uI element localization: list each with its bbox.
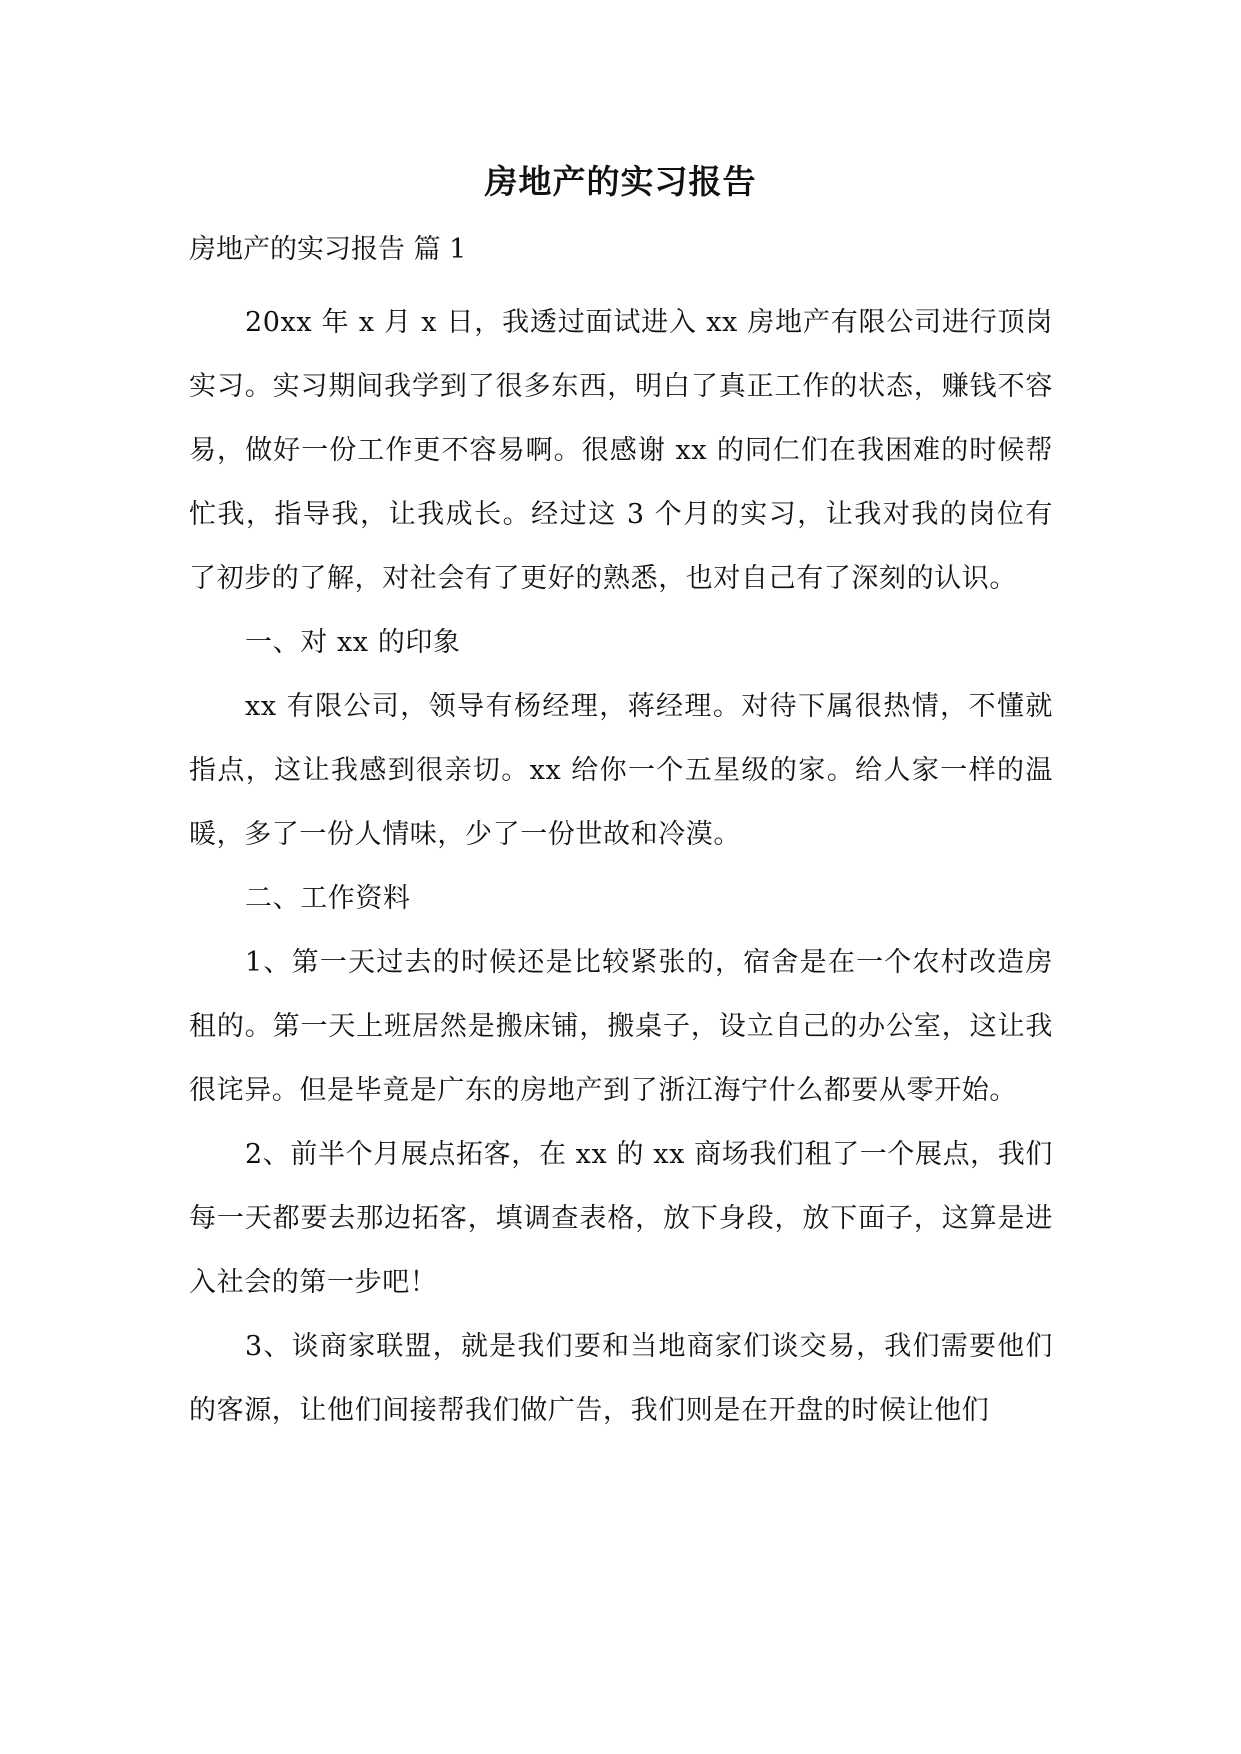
section-heading-impression: 一、对 xx 的印象 bbox=[245, 627, 461, 658]
document-title: 房地产的实习报告 bbox=[484, 162, 757, 201]
paragraph-work-1: 1、第一天过去的时候还是比较紧张的，宿舍是在一个农村改造房租的。第一天上班居然是搬床铺，搬桌子，设立自己的办公室，这让我很诧异。但是毕竟是广东的房地产到了浙江海宁什么都要从零开始。 bbox=[189, 947, 1053, 1106]
section-heading-work: 二、工作资料 bbox=[245, 883, 411, 914]
paragraph-impression: xx 有限公司，领导有杨经理，蒋经理。对待下属很热情，不懂就指点，这让我感到很亲切。xx 给你一个五星级的家。给人家一样的温暖，多了一份人情味，少了一份世故和冷漠。 bbox=[189, 691, 1053, 850]
document-subtitle: 房地产的实习报告 篇 1 bbox=[189, 234, 467, 265]
document-body bbox=[189, 291, 1053, 1443]
paragraph-work-3: 3、谈商家联盟，就是我们要和当地商家们谈交易，我们需要他们的客源，让他们间接帮我们做广告，我们则是在开盘的时候让他们 bbox=[189, 1331, 1053, 1426]
paragraph-work-2: 2、前半个月展点拓客，在 xx 的 xx 商场我们租了一个展点，我们每一天都要去那边拓客，填调查表格，放下身段，放下面子，这算是进入社会的第一步吧！ bbox=[189, 1139, 1053, 1298]
paragraph-intro: 20xx 年 x 月 x 日，我透过面试进入 xx 房地产有限公司进行顶岗实习。实习期间我学到了很多东西，明白了真正工作的状态，赚钱不容易，做好一份工作更不容易啊。很感谢 xx 的同仁们在我困难的时候帮忙我，指导我，让我成长。经过这 3 个月的实习，让我对我的岗位有了初步的了解，对社会有了更好的熟悉，也对自己有了深刻的认识。 bbox=[189, 307, 1053, 594]
